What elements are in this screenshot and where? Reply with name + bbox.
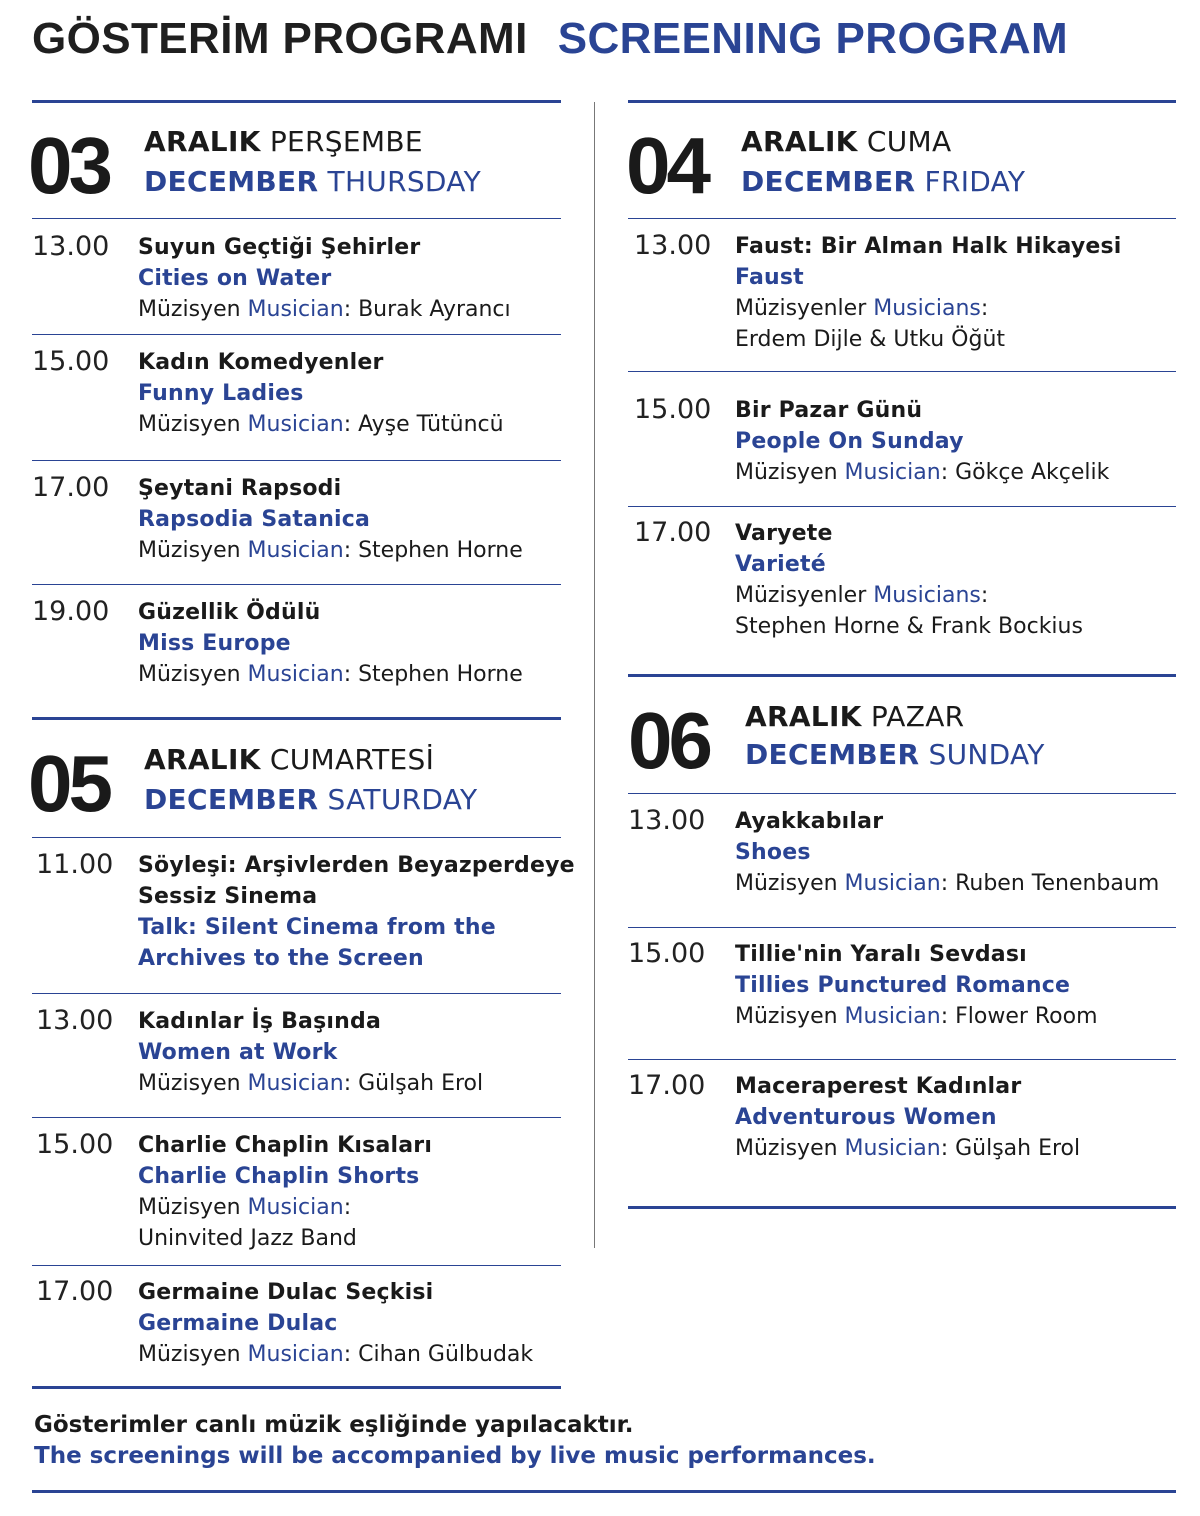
day-number: 03 bbox=[28, 121, 109, 210]
event-title-tr: Varyete bbox=[735, 521, 833, 546]
event-musician: Müzisyen Musician: Ruben Tenenbaum bbox=[735, 871, 1160, 896]
day-name-tr bbox=[144, 122, 423, 162]
weekday-tr: CUMA bbox=[866, 125, 952, 158]
day-name-en bbox=[144, 780, 477, 820]
rule bbox=[628, 793, 1176, 794]
month-tr: ARALIK bbox=[144, 743, 261, 776]
month-en: DECEMBER bbox=[144, 783, 319, 816]
event-musician: Müzisyenler Musicians: bbox=[735, 583, 989, 608]
event-musician-name: Erdem Dijle & Utku Öğüt bbox=[735, 327, 1006, 352]
event-title-en: Germaine Dulac bbox=[138, 1311, 338, 1336]
event-title-tr: Suyun Geçtiği Şehirler bbox=[138, 235, 421, 260]
rule bbox=[628, 506, 1176, 507]
day-number: 06 bbox=[628, 696, 709, 785]
event-title-en: People On Sunday bbox=[735, 429, 964, 454]
event-musician: Müzisyen Musician: Stephen Horne bbox=[138, 662, 523, 687]
rule bbox=[628, 674, 1176, 677]
event-title-en: Cities on Water bbox=[138, 266, 332, 291]
rule bbox=[628, 371, 1176, 372]
event-title-en: Miss Europe bbox=[138, 631, 291, 656]
rule bbox=[32, 1490, 1176, 1493]
event-title-tr: Şeytani Rapsodi bbox=[138, 476, 342, 501]
rule bbox=[32, 1386, 561, 1389]
month-en: DECEMBER bbox=[741, 165, 916, 198]
month-en: DECEMBER bbox=[745, 738, 920, 771]
event-musician: Müzisyenler Musicians: bbox=[735, 296, 989, 321]
event-title-tr: Germaine Dulac Seçkisi bbox=[138, 1280, 434, 1305]
event-title-en: Shoes bbox=[735, 840, 811, 865]
event-title-tr: Faust: Bir Alman Halk Hikayesi bbox=[735, 234, 1122, 259]
rule bbox=[32, 460, 561, 461]
event-title-en: Faust bbox=[735, 265, 804, 290]
rule bbox=[628, 218, 1176, 219]
rule bbox=[628, 1206, 1176, 1209]
event-time: 13.00 bbox=[634, 230, 712, 261]
event-time: 17.00 bbox=[634, 517, 712, 548]
event-musician: Müzisyen Musician: Ayşe Tütüncü bbox=[138, 412, 504, 437]
event-title-en-line2: Archives to the Screen bbox=[138, 946, 424, 971]
event-title-en: Talk: Silent Cinema from the bbox=[138, 915, 496, 940]
month-tr: ARALIK bbox=[741, 125, 858, 158]
event-title-en: Charlie Chaplin Shorts bbox=[138, 1164, 420, 1189]
weekday-tr: CUMARTESİ bbox=[269, 743, 435, 776]
day-name-en bbox=[745, 735, 1045, 775]
day-name-en bbox=[144, 162, 481, 202]
weekday-en: SATURDAY bbox=[327, 783, 478, 816]
event-musician: Müzisyen Musician: bbox=[138, 1195, 352, 1220]
month-tr: ARALIK bbox=[745, 700, 862, 733]
rule bbox=[32, 837, 561, 838]
day-number: 05 bbox=[28, 739, 109, 828]
day-header-05 bbox=[28, 739, 568, 828]
event-time: 13.00 bbox=[36, 1005, 114, 1036]
event-musician: Müzisyen Musician: Gülşah Erol bbox=[138, 1071, 484, 1096]
event-musician: Müzisyen Musician: Gökçe Akçelik bbox=[735, 460, 1110, 485]
page-title-en: SCREENING PROGRAM bbox=[557, 14, 1069, 63]
day-name-tr bbox=[741, 122, 951, 162]
event-musician-name: Stephen Horne & Frank Bockius bbox=[735, 614, 1083, 639]
column-divider bbox=[594, 102, 595, 1248]
event-title-en: Funny Ladies bbox=[138, 381, 304, 406]
event-time: 17.00 bbox=[32, 472, 110, 503]
day-header-06 bbox=[628, 696, 1188, 785]
event-title-tr: Charlie Chaplin Kısaları bbox=[138, 1133, 433, 1158]
rule bbox=[32, 717, 561, 720]
day-name-tr bbox=[144, 740, 434, 780]
event-title-en: Varieté bbox=[735, 552, 826, 577]
rule bbox=[32, 334, 561, 335]
event-time: 15.00 bbox=[32, 346, 110, 377]
event-title-en: Women at Work bbox=[138, 1040, 338, 1065]
event-title-tr: Bir Pazar Günü bbox=[735, 398, 923, 423]
event-musician: Müzisyen Musician: Flower Room bbox=[735, 1004, 1098, 1029]
event-time: 17.00 bbox=[628, 1070, 706, 1101]
footer-note-en: The screenings will be accompanied by live music performances. bbox=[34, 1443, 876, 1469]
event-time: 13.00 bbox=[628, 805, 706, 836]
weekday-tr: PAZAR bbox=[870, 700, 965, 733]
event-musician: Müzisyen Musician: Cihan Gülbudak bbox=[138, 1342, 534, 1367]
day-header-04 bbox=[626, 121, 1186, 210]
page-title-tr: GÖSTERİM PROGRAMI bbox=[32, 14, 528, 63]
day-header-03 bbox=[28, 121, 568, 210]
event-musician-name: Uninvited Jazz Band bbox=[138, 1226, 357, 1251]
event-time: 15.00 bbox=[634, 394, 712, 425]
event-title-tr-line2: Sessiz Sinema bbox=[138, 884, 318, 909]
day-number: 04 bbox=[626, 121, 707, 210]
event-title-tr: Kadınlar İş Başında bbox=[138, 1009, 381, 1034]
footer-note-tr: Gösterimler canlı müzik eşliğinde yapılacaktır. bbox=[34, 1412, 634, 1438]
weekday-en: SUNDAY bbox=[928, 738, 1045, 771]
event-musician: Müzisyen Musician: Stephen Horne bbox=[138, 538, 523, 563]
rule bbox=[32, 584, 561, 585]
footer-note bbox=[34, 1410, 876, 1472]
event-title-tr: Söyleşi: Arşivlerden Beyazperdeye bbox=[138, 853, 575, 878]
page-title bbox=[32, 14, 1068, 64]
event-time: 13.00 bbox=[32, 231, 110, 262]
month-tr: ARALIK bbox=[144, 125, 261, 158]
event-title-en: Tillies Punctured Romance bbox=[735, 973, 1071, 998]
month-en: DECEMBER bbox=[144, 165, 319, 198]
rule bbox=[628, 1059, 1176, 1060]
event-time: 15.00 bbox=[36, 1129, 114, 1160]
rule bbox=[628, 927, 1176, 928]
weekday-en: THURSDAY bbox=[327, 165, 481, 198]
event-title-tr: Tillie'nin Yaralı Sevdası bbox=[735, 942, 1027, 967]
event-title-tr: Kadın Komedyenler bbox=[138, 350, 384, 375]
rule bbox=[32, 1265, 561, 1266]
event-title-tr: Ayakkabılar bbox=[735, 809, 884, 834]
event-time: 15.00 bbox=[628, 938, 706, 969]
event-title-en: Rapsodia Satanica bbox=[138, 507, 371, 532]
event-time: 11.00 bbox=[36, 849, 114, 880]
rule bbox=[32, 218, 561, 219]
rule bbox=[628, 100, 1176, 103]
event-time: 19.00 bbox=[32, 596, 110, 627]
day-name-en bbox=[741, 162, 1025, 202]
event-title-tr: Maceraperest Kadınlar bbox=[735, 1074, 1022, 1099]
event-title-en: Adventurous Women bbox=[735, 1105, 997, 1130]
day-name-tr bbox=[745, 697, 964, 737]
rule bbox=[32, 993, 561, 994]
event-time: 17.00 bbox=[36, 1276, 114, 1307]
event-musician: Müzisyen Musician: Gülşah Erol bbox=[735, 1136, 1081, 1161]
rule bbox=[32, 1117, 561, 1118]
event-musician: Müzisyen Musician: Burak Ayrancı bbox=[138, 297, 511, 322]
rule bbox=[32, 100, 561, 103]
event-title-tr: Güzellik Ödülü bbox=[138, 600, 321, 625]
weekday-en: FRIDAY bbox=[924, 165, 1026, 198]
weekday-tr: PERŞEMBE bbox=[269, 125, 423, 158]
